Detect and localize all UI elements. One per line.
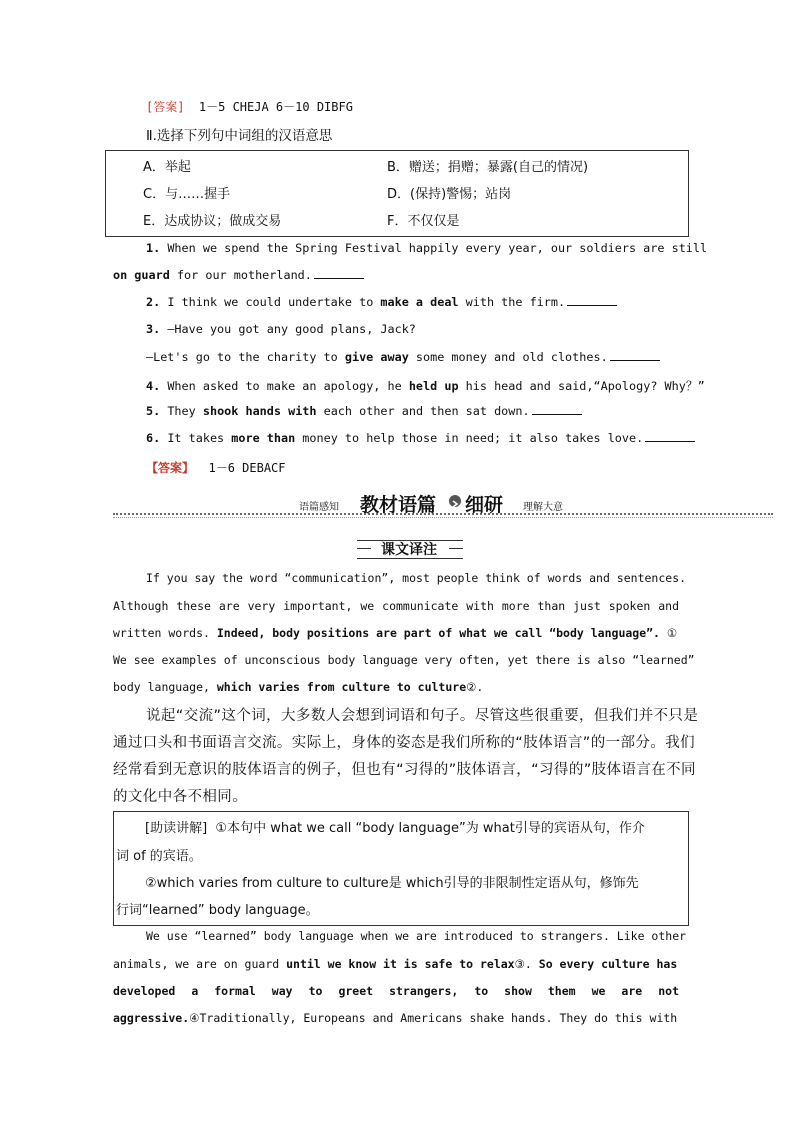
question-3-cont: —Let's go to the charity to give away some money and old clothes.: [146, 350, 660, 364]
answer-text: 1－5 CHEJA 6－10 DIBFG: [198, 100, 353, 114]
note-line3: ②which varies from culture to culture是 which引导的非限制性定语从句，修饰先: [145, 876, 639, 891]
banner-main-1: 教材语篇: [360, 494, 437, 516]
note-line1: [助读讲解] ①本句中 what we call “body language”为 what引导的宾语从句，作介: [145, 821, 645, 836]
trans1-line1: 说起“交流”这个词，大多数人会想到词语和句子。尽管这些很重要，但我们并不只是: [146, 708, 699, 724]
para2-line4: aggressive.④Traditionally, Europeans and Americans shake hands. They do this with: [113, 1011, 678, 1025]
section-banner: [113, 488, 773, 518]
answer-line-1: [146, 98, 353, 115]
option-a: A．举起: [143, 160, 191, 175]
note-line2: 词 of 的宾语。: [116, 849, 202, 864]
option-f: F．不仅仅是: [387, 214, 460, 229]
question-2: 2. I think we could undertake to make a deal with the firm.: [146, 295, 617, 309]
answer-blank[interactable]: [532, 404, 582, 415]
question-1-cont: on guard for our motherland.: [113, 268, 364, 282]
para1-line2: Although these are very important, we communicate with more than just spoken and: [113, 599, 679, 613]
trans1-line3: 经常看到无意识的肢体语言的例子，但也有“习得的”肢体语言，“习得的”肢体语言在不同: [113, 762, 696, 778]
para1-line4: We see examples of unconscious body language very often, yet there is also “learned”: [113, 653, 695, 667]
para1-line5: body language, which varies from culture to culture②.: [113, 680, 484, 694]
answer-text: 1－6 DEBACF: [208, 461, 286, 475]
section-title: Ⅱ.选择下列句中词组的汉语意思: [146, 128, 333, 144]
para2-line1: We use “learned” body language when we are introduced to strangers. Like other: [146, 929, 687, 943]
question-3: 3. —Have you got any good plans, Jack?: [146, 322, 416, 336]
option-e: E．达成协议；做成交易: [143, 214, 282, 229]
banner-rule: [113, 513, 773, 515]
answer-line-2: [146, 459, 286, 476]
question-6: 6. It takes more than money to help those in need; it also takes love.: [146, 431, 695, 445]
note-line4: 行词“learned” body language。: [116, 903, 319, 918]
question-1: 1. When we spend the Spring Festival happily every year, our soldiers are still: [146, 241, 708, 255]
reading-note-box: [113, 811, 689, 926]
answer-blank[interactable]: [610, 350, 660, 361]
banner-right: 理解大意: [523, 502, 563, 513]
option-b: B．赠送；捐赠；暴露(自己的情况): [387, 160, 589, 175]
para1-line3: written words. Indeed, body positions are part of what we call “body language”. ①: [113, 626, 678, 640]
question-4: 4. When asked to make an apology, he held up his head and said,“Apology? Why？”: [146, 379, 705, 393]
banner-main-2: 细研: [465, 494, 504, 516]
answer-blank[interactable]: [645, 431, 695, 442]
banner-rule-2: [113, 517, 773, 518]
banner-left: 语篇感知: [299, 502, 339, 513]
subtitle-tag: [357, 540, 463, 559]
answer-label: [答案]: [146, 100, 185, 114]
options-table: [105, 150, 689, 237]
arrow-icon: [449, 495, 461, 507]
trans1-line2: 通过口头和书面语言交流。实际上，身体的姿态是我们所称的“肢体语言”的一部分。我们: [113, 735, 696, 751]
option-c: C．与……握手: [143, 187, 231, 202]
note-label: [助读讲解]: [145, 821, 208, 836]
question-5: 5. They shook hands with each other and then sat down.: [146, 404, 582, 418]
para1-line1: If you say the word “communication”, most people think of words and sentences.: [146, 571, 687, 585]
para2-line3: developed a formal way to greet strangers, to show them we are not: [113, 984, 679, 998]
answer-blank[interactable]: [567, 295, 617, 306]
para2-line2: animals, we are on guard until we know it is safe to relax③. So every culture has: [113, 957, 678, 971]
option-d: D．(保持)警惕；站岗: [387, 187, 512, 202]
answer-label: 【答案】: [146, 461, 195, 475]
subtitle: 课文译注: [381, 542, 437, 558]
trans1-line4: 的文化中各不相同。: [113, 789, 248, 805]
answer-blank[interactable]: [314, 268, 364, 279]
